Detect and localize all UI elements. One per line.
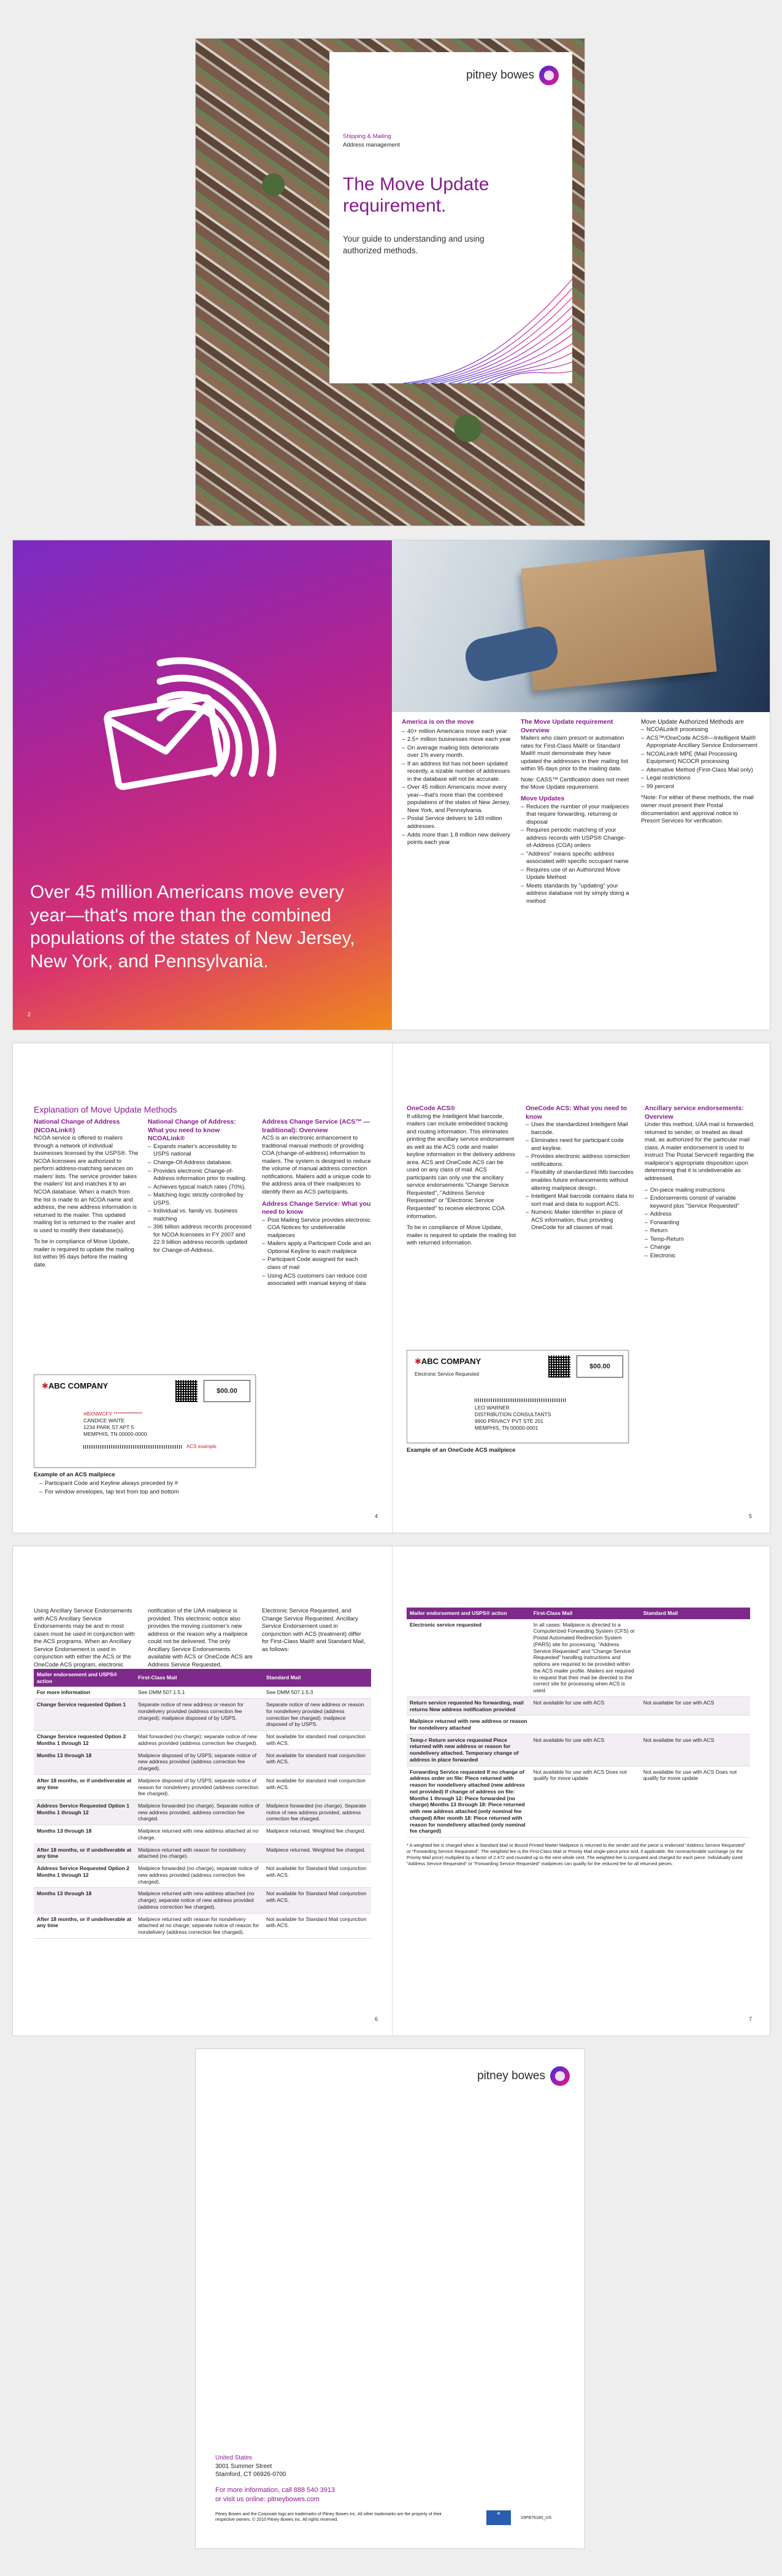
- col2-heading: The Move Update requirement: [521, 718, 613, 726]
- recycle-badge: [486, 2510, 511, 2525]
- box-shape: [521, 550, 716, 691]
- onecode-caption: Example of an OneCode ACS mailpiece: [407, 1447, 516, 1454]
- col1-heading: America is on the move: [402, 718, 474, 726]
- page-number: 6: [375, 2016, 378, 2022]
- list-item: – Change-Of-Address database.: [153, 1159, 253, 1167]
- list-item: – Mailers apply a Participant Code and an Optional Keyline to each mailpiece: [267, 1240, 372, 1255]
- cover-subcategory: Address management: [343, 142, 400, 148]
- table-cell: Address Service Requested Option 1 Months 1 through 12: [34, 1800, 135, 1825]
- table-cell: After 18 months, or if undeliverable at any time: [34, 1774, 135, 1800]
- spread-divider: [392, 1043, 393, 1533]
- table-cell: After 18 months, or if undeliverable at any time: [34, 1844, 135, 1862]
- table-row: [34, 1774, 371, 1800]
- acs-caption: Example of an ACS mailpiece: [34, 1471, 115, 1478]
- list-item: – Return: [650, 1227, 755, 1235]
- page-number: 5: [749, 1513, 753, 1519]
- table-row: [407, 1619, 750, 1697]
- cover-title: The Move Update requirement.: [343, 174, 489, 217]
- ancillary-column: [645, 1105, 755, 1260]
- pitney-bowes-mark-icon: [539, 66, 559, 85]
- table-cell: Mailpiece returned with reason for nondelivery attached at no charge; separate notice of reason for nondelivery (address correction fee charged).: [135, 1913, 263, 1938]
- list-item: – Endorsements consist of variable keyword plus "Service Requested": [650, 1195, 755, 1210]
- spread1-col2: [521, 718, 631, 907]
- delivery-photo: [392, 540, 770, 712]
- header-cell: Standard Mail: [640, 1608, 750, 1619]
- table-cell: See DMM 507.1.5.1: [135, 1687, 263, 1698]
- acs-column: [262, 1118, 372, 1289]
- table-row: [407, 1696, 750, 1715]
- table-cell: Months 13 through 18: [34, 1749, 135, 1774]
- table-cell: Not available for standard mail conjunction with ACS.: [263, 1731, 371, 1749]
- ancillary-heading: Ancillary service endorsements: Overview: [645, 1105, 744, 1121]
- table-row: [34, 1913, 371, 1938]
- back-code: 15PB76180_US: [521, 2516, 552, 2520]
- envelope-company-name: ABC COMPANY: [421, 1357, 481, 1366]
- table-cell: Not available for use with ACS Does not qualify for move update: [640, 1766, 750, 1837]
- list-item: – Eliminates need for participant code and keyline.: [531, 1137, 635, 1152]
- onecode-know-heading: OneCode ACS: What you need to know: [526, 1105, 627, 1121]
- table-cell: Forwarding Service requested If no change of address order on file: Piece returned with reason for nondelivery attached (new address not provided) If change of address on file: Months 1 through 12: Piece forwarded (no charge) Months 13 through 18: Piece returned with new address attached (only nominal fee charged) After month 18: Piece returned with reason for nondelivery attached (only nominal fee charged): [407, 1766, 531, 1837]
- header-cell: Standard Mail: [263, 1669, 371, 1687]
- list-item: – Reduces the number of your mailpieces that require forwarding, returning or disposal: [526, 803, 631, 827]
- ancillary-text1: Under this method, UAA mail is forwarded, returned to sender, or treated as dead mail, as authorized for the particular mail class. A mailer endorsement is used to instruct The Postal Service® regarding the mailpiece's appropriate disposition upon determining that it is undeliverable as addressed.: [645, 1121, 754, 1182]
- list-item: – "Address" means specific address associated with specific occupant name: [526, 851, 631, 866]
- cover-brand-name: pitney bowes: [466, 69, 534, 82]
- table-row: [34, 1800, 371, 1825]
- page-number-left: 2: [28, 1011, 31, 1018]
- header-cell: Mailer endorsement and USPS® action: [407, 1608, 531, 1619]
- onecode-mailpiece-envelope: [407, 1350, 629, 1443]
- table-row: [34, 1888, 371, 1913]
- list-item: – Achieves typical match rates (70%).: [153, 1184, 253, 1192]
- list-item: – Adds more than 1.8 million new delivery points each year: [407, 832, 511, 847]
- acs-heading2: Address Change Service: What you need to know: [262, 1200, 371, 1216]
- ncoa-text1: NCOA service is offered to mailers through a network of individual businesses licensed by the USPS®. The NCOA licensees are authorized to perform address-matching services on mailers' lists. The service provider takes the mailers' list and matches it to an NCOA database. When a match from the list is made to an NCOA name and address, the new address information is returned to the mailer. This updated mailing list is returned to the mailer and is used to modify their database(s).: [34, 1135, 139, 1234]
- table-cell: Mailpiece forwarded (no charge); separate notice of new address provided (address correction fee charged).: [135, 1863, 263, 1888]
- star-icon: ✱: [415, 1357, 421, 1366]
- table-cell: [640, 1715, 750, 1734]
- col3-note: *Note: For either of these methods, the mail owner must present their Postal documentation and approval notice to Presort Services for verification.: [641, 794, 754, 825]
- stat-panel: [13, 540, 392, 1030]
- office-address2: Stamford, CT 06926-0700: [215, 2471, 286, 2478]
- back-contact: [215, 2486, 335, 2505]
- header-cell: First-Class Mail: [135, 1669, 263, 1687]
- back-legal: Pitney Bowes and the Corporate logo are trademarks of Pitney Bowes Inc. All other trademarks are the property of their respective owners. © 2015 Pitney Bowes Inc. All rights reserved.: [215, 2512, 442, 2523]
- list-item: – Post Mailing Service provides electronic COA Notices for undeliverable mailpieces: [267, 1217, 372, 1240]
- cover-brand-logo: [466, 66, 559, 85]
- intro-col-2: notification of the UAA mailpiece is provided. This electronic notice also provides the moving customer's new address or the reason why a mailpiece could not be delivered. The only Ancillary Service Endorsements available with ACS or OneCode ACS are Address Service Requested,: [148, 1608, 253, 1668]
- list-item: – Over 45 million Americans move every year—that's more than the combined populations of the states of New Jersey, New York, and Pennsylvania.: [407, 784, 511, 815]
- acs-text1: ACS is an electronic enhancement to traditional manual methods of providing COA (change-of-address) information to mailers. The system is designed to reduce the volume of manual address correction notifications. Mailers add a unique code to the address area of their mailpieces to identify them as ACS participants.: [262, 1135, 371, 1195]
- list-item: – Participant Code assigned for each class of mail: [267, 1256, 372, 1271]
- table-cell: Mailpiece disposed of by USPS; separate notice of new address provided (address correction fee charged).: [135, 1749, 263, 1774]
- list-item: – 99 percent: [646, 783, 757, 791]
- cover-panel: [329, 52, 572, 383]
- spread1-col1: [402, 718, 511, 848]
- acs-notes: [39, 1480, 247, 1497]
- page-number: 7: [749, 2016, 753, 2022]
- col2-text1: Mailers who claim presort or automation rates for First-Class Mail® or Standard Mail® must demonstrate they have updated the addresses in their mailing list within 95 days prior to the mailing date.: [521, 735, 628, 773]
- onecode-text1: If utilizing the Intelligent Mail barcode, mailers can include embedded tracking and routing information. This eliminates printing the ancillary service endorsement as well as the ACS code and mailer keyline information in the delivery address area. ACS and OneCode ACS can be used on any class of mail. ACS participants can only use the ancillary service endorsements "Change Service Requested", "Address Service Requested" or "Electronic Service Requested" to receive electronic COA information.: [407, 1113, 515, 1220]
- table-row: [34, 1825, 371, 1844]
- ncoa-column: [34, 1118, 139, 1269]
- table-cell: Mailpiece returned with new address or reason for nondelivery attached: [407, 1715, 531, 1734]
- table-cell: Mailpiece forwarded (no charge). Separate notice of new address provided, address correction fee charged.: [135, 1800, 263, 1825]
- back-brand-logo: [477, 2066, 570, 2086]
- table-row: [34, 1863, 371, 1888]
- right-table-wrap: [407, 1608, 750, 1867]
- address-line: 9900 PRIVACY PVT STE 201: [475, 1418, 543, 1425]
- table-cell: Not available for Standard Mail conjunction with ACS.: [263, 1913, 371, 1938]
- list-item: – If an address list has not been updated recently, a sizable number of addresses in the database will not be accurate.: [407, 761, 511, 784]
- list-item: – Participant Code and Keyline always preceded by #: [45, 1480, 247, 1488]
- list-item: – NCOALink® MPE (Mail Processing Equipment) NCOCR processing: [646, 751, 757, 766]
- address-line: MEMPHIS, TN 00000-0001: [475, 1425, 539, 1432]
- table-row: [34, 1731, 371, 1749]
- recycle-icon: ♻: [497, 2512, 500, 2516]
- table-cell: Change Service requested Option 1: [34, 1699, 135, 1731]
- table-cell: [640, 1619, 750, 1697]
- table-cell: Mail forwarded (no charge); separate notice of new address provided (address correction fee charged).: [135, 1731, 263, 1749]
- list-item: – Forwarding: [650, 1219, 755, 1227]
- list-item: – Requires periodic matching of your address records with USPS® Change-of-Address (COA) orders: [526, 827, 631, 850]
- col3-heading: Move Update Authorized Methods are: [641, 719, 744, 726]
- cover-page: [195, 38, 585, 526]
- contact-phone: For more information, call 888 540 3913: [215, 2486, 335, 2494]
- header-cell: Mailer endorsement and USPS® action: [34, 1669, 135, 1687]
- table-cell: Not available for use with ACS: [640, 1734, 750, 1766]
- table-cell: Separate notice of new address or reason for nondelivery provided (address correction fee charged); mailpiece disposed of by USPS.: [263, 1699, 371, 1731]
- mail-envelope-icon: [86, 608, 307, 829]
- table-header-row: [407, 1608, 750, 1619]
- contact-web: or visit us online: pitneybowes.com: [215, 2496, 320, 2504]
- table-cell: Change Service requested Option 2 Months 1 through 12: [34, 1731, 135, 1749]
- barcode-icon: [83, 1445, 182, 1449]
- table-footnote: * A weighted fee is charged when a Standard Mail or Bound Printed Matter Mailpiece is returned to the sender and the piece is endorsed "Address Service Requested" or "Forwarding Service Requested". The weighted fee is the First-Class Mail or Priority Mail single-piece price and, if applicable, the nonmachinable surcharge (or the Priority Mail price) multiplied by a factor of 2.472 and rounded up to the next whole cent. The weighted fee is computed and charged for each piece. Individually sized "Address Service Requested" or "Forwarding Service Requested" mailpieces can qualify for the reduced fee for all returned pieces.: [407, 1842, 746, 1866]
- address-line: DISTRIBUTION CONSULTANTS: [475, 1411, 551, 1418]
- left-table-wrap: [34, 1669, 371, 1939]
- list-item: – Alternative Method (First-Class Mail only): [646, 767, 757, 775]
- col1-list: [402, 728, 511, 847]
- col2-text2: Note: CASS™ Certification does not meet the Move Update requirement.: [521, 776, 629, 791]
- endorsement-table-right: [407, 1608, 750, 1838]
- pitney-bowes-mark-icon: [550, 2066, 570, 2086]
- list-item: – Matching logic strictly controlled by USPS.: [153, 1192, 253, 1207]
- spread-2: [12, 1043, 770, 1533]
- star-icon: ✱: [42, 1381, 48, 1390]
- ancillary-list: [645, 1187, 755, 1260]
- intro-col-3: Electronic Service Requested, and Change Service Requested. Ancillary Service Endorsement used in conjunction with ACS (treatment) differ for First-Class Mail® and Standard Mail, as follows:: [262, 1608, 366, 1653]
- header-cell: First-Class Mail: [531, 1608, 640, 1619]
- envelope-company-name: ABC COMPANY: [48, 1381, 109, 1390]
- list-item: – On-piece mailing instructions: [650, 1187, 755, 1195]
- list-item: – 40+ million Americans move each year: [407, 728, 511, 736]
- table-cell: Mailpiece returned. Weighted fee charged.: [263, 1825, 371, 1844]
- table-header-row: [34, 1669, 371, 1687]
- spread-3: [12, 1546, 770, 2036]
- table-cell: Not available for use with ACS Does not qualify for move update: [531, 1766, 640, 1837]
- list-item: – Change: [650, 1244, 755, 1252]
- table-cell: Not available for standard mail conjunction with ACS.: [263, 1774, 371, 1800]
- page-number: 4: [375, 1513, 378, 1519]
- table-cell: Temp-r Return service requested Piece returned with new address or reason for nondelivery attached. Temporary change of address in place forwarded: [407, 1734, 531, 1766]
- address-line: LEO WARNER: [475, 1405, 510, 1411]
- stat-headline: Over 45 million Americans move every year—that's more than the combined populations of the states of New Jersey, New York, and Pennsylvania.: [30, 882, 355, 972]
- postage-stamp: $00.00: [577, 1355, 623, 1378]
- ncoa-know-heading: National Change of Address: What you need to know NCOALink®: [148, 1118, 236, 1143]
- list-item: – For window envelopes, tap text from top and bottom: [45, 1489, 247, 1497]
- table-cell: Separate notice of new address or reason for nondelivery provided (address correction fee charged); mailpiece disposed of by USPS.: [135, 1699, 263, 1731]
- list-item: – Legal restrictions: [646, 775, 757, 783]
- table-cell: Mailpiece returned with new address attached (no charge); separate notice of new address provided (address correction fee charged).: [135, 1888, 263, 1913]
- table-cell: Address Service Requested Option 2 Months 1 through 12: [34, 1863, 135, 1888]
- table-row: [34, 1687, 371, 1698]
- col2-sub2: Move Updates: [521, 795, 565, 802]
- list-item: – 396 billion address records processed for NCOA licensees in FY 2007 and 22.9 billion address records updated for Change-of-Address.: [153, 1224, 253, 1254]
- envelope-endorsement: Electronic Service Requested: [415, 1371, 479, 1377]
- back-cover-page: [195, 2049, 585, 2549]
- table-cell: Not available for use with ACS: [531, 1734, 640, 1766]
- list-item: – Temp-Return: [650, 1236, 755, 1244]
- intro-col-1: Using Ancillary Service Endorsements with ACS Ancillary Service Endorsements may be and in most cases must be used in conjunction with the ACS programs. When an Ancillary Service Endorsement is used in conjunction with either the ACS or the OneCode ACS program, electronic: [34, 1608, 135, 1668]
- list-item: – 2.5+ million businesses move each year: [407, 736, 511, 744]
- cover-wave-graphic: [329, 255, 572, 383]
- table-cell: Electronic service requested: [407, 1619, 531, 1697]
- envelope-company-logo: [42, 1381, 108, 1391]
- list-item: – Postal Service delivers to 149 million addresses.: [407, 815, 511, 830]
- table-row: [407, 1734, 750, 1766]
- qr-code-icon: [548, 1355, 570, 1378]
- list-item: – Intelligent Mail barcode contains data to sort mail and data to support ACS.: [531, 1193, 635, 1208]
- list-item: – Individual vs. family vs. business matching: [153, 1208, 253, 1223]
- acs-mailpiece-envelope: [34, 1374, 256, 1468]
- cover-subtitle: Your guide to understanding and using authorized methods.: [343, 234, 485, 255]
- table-row: [407, 1715, 750, 1734]
- list-item: – Numeric Mailer Identifier in place of ACS information, thus providing OneCode for all classes of mail.: [531, 1209, 635, 1232]
- intelligent-mail-barcode-icon: [475, 1398, 567, 1402]
- ncoa-know-column: [148, 1118, 253, 1255]
- acs-callout: ACS example: [186, 1444, 217, 1449]
- spread1-col3: [641, 718, 757, 826]
- onecode-know-list: [526, 1121, 635, 1232]
- list-item: – Provides electronic Change-of-Address information prior to mailing.: [153, 1168, 253, 1183]
- spread-divider: [392, 1546, 393, 2036]
- col2-sub1: Overview: [521, 726, 550, 734]
- list-item: – On average mailing lists deteriorate over 1% every month.: [407, 745, 511, 760]
- office-name: United States: [215, 2455, 253, 2461]
- qr-code-icon: [175, 1380, 197, 1402]
- table-cell: Not available for Standard Mail conjunction with ACS.: [263, 1863, 371, 1888]
- table-cell: Mailpiece forwarded (no charge). Separate notice of new address provided, address correction fee charged.: [263, 1800, 371, 1825]
- list-item: – Electronic: [650, 1252, 755, 1260]
- table-cell: Mailpiece returned with reason for nondelivery attached (no charge).: [135, 1844, 263, 1862]
- list-item: – Expands mailer's accessibility to USPS national: [153, 1143, 253, 1159]
- col2-list: [521, 803, 631, 906]
- table-cell: After 18 months, or if undeliverable at any time: [34, 1913, 135, 1938]
- col3-list: [641, 726, 757, 791]
- table-cell: Mailpiece returned. Weighted fee charged.: [263, 1844, 371, 1862]
- list-item: – Flexibility of standardized IMb barcodes enables future enhancements without altering mailpiece design.: [531, 1169, 635, 1192]
- list-item: – Provides electronic address correction notifications.: [531, 1153, 635, 1168]
- table-cell: Not available for Standard Mail conjunction with ACS.: [263, 1888, 371, 1913]
- table-row: [407, 1766, 750, 1837]
- table-cell: [531, 1715, 640, 1734]
- table-row: [34, 1844, 371, 1862]
- onecode-column: [407, 1105, 516, 1248]
- list-item: – Meets standards by "updating" your address database not by simply doing a method: [526, 883, 631, 906]
- ncoa-heading: National Change of Address (NCOALink®): [34, 1118, 120, 1134]
- spread-1: [12, 540, 770, 1030]
- ncoa-know-list: [148, 1143, 253, 1254]
- list-item: – Requires use of an Authorized Move Update Method: [526, 867, 631, 882]
- list-item: – Address: [650, 1211, 755, 1219]
- acs-heading: Address Change Service (ACS™ — traditional): Overview: [262, 1118, 370, 1134]
- table-cell: For more information: [34, 1687, 135, 1698]
- onecode-text2: To be in compliance of Move Update, mailer is required to update the mailing list with returned information.: [407, 1224, 516, 1247]
- methods-heading: Explanation of Move Update Methods: [34, 1105, 177, 1114]
- office-address1: 3001 Summer Street: [215, 2463, 272, 2470]
- table-cell: Months 13 through 18: [34, 1825, 135, 1844]
- back-brand-name: pitney bowes: [477, 2069, 545, 2082]
- list-item: – Using ACS customers can reduce cost associated with manual keying of data: [267, 1273, 372, 1288]
- ncoa-text2: To be in compliance of Move Update, mailer is required to update the mailing list within 95 days before the mailing date.: [34, 1238, 134, 1268]
- envelope-address: [83, 1411, 147, 1438]
- table-row: [34, 1699, 371, 1731]
- table-cell: In all cases: Mailpiece is directed to a Computerized Forwarding System (CFS) or Postal Automated Redirection System (PARS) site for processing. "Address Service Requested" and "Change Service Requested" handling instructions and options are required to be provided within the ACS mailer profile. Mailers are required to request that their mail be directed to the correct site for processing when ACS is used.: [531, 1619, 640, 1697]
- address-line: CANDICE WAITE: [83, 1417, 125, 1424]
- table-cell: Return service requested No forwarding, mail returns New address notification provided: [407, 1696, 531, 1715]
- table-cell: Not available for use with ACS: [640, 1696, 750, 1715]
- envelope-company-logo: [415, 1357, 481, 1367]
- address-line: MEMPHIS, TN 00000-0000: [83, 1431, 147, 1438]
- acs-list: [262, 1217, 372, 1288]
- envelope-address: [475, 1405, 551, 1432]
- table-cell: See DMM 507.1.5.3: [263, 1687, 371, 1698]
- table-cell: Mailpiece returned with new address attached at no charge.: [135, 1825, 263, 1844]
- endorsement-table-left: [34, 1669, 371, 1939]
- table-cell: Not available for standard mail conjunction with ACS.: [263, 1749, 371, 1774]
- onecode-heading: OneCode ACS®: [407, 1105, 456, 1112]
- table-cell: Months 13 through 18: [34, 1888, 135, 1913]
- address-line: 1234 PARK ST APT 5: [83, 1424, 134, 1431]
- address-line: #BXNWCFY **************: [83, 1411, 142, 1417]
- table-row: [34, 1749, 371, 1774]
- list-item: – Uses the standardized Intelligent Mail barcode.: [531, 1121, 635, 1137]
- back-office: [215, 2454, 286, 2479]
- postage-stamp: $00.00: [204, 1380, 250, 1402]
- list-item: – NCOALink® processing: [646, 726, 757, 734]
- onecode-know-column: [526, 1105, 635, 1233]
- table-cell: Not available for use with ACS: [531, 1696, 640, 1715]
- cover-category: Shipping & Mailing: [343, 133, 391, 140]
- list-item: – ACS™/OneCode ACS®—Intelligent Mail® Appropriate Ancillary Service Endorsement: [646, 735, 757, 750]
- table-cell: Mailpiece disposed of by USPS; separate notice of reason for nondelivery provided (address correction fee charged).: [135, 1774, 263, 1800]
